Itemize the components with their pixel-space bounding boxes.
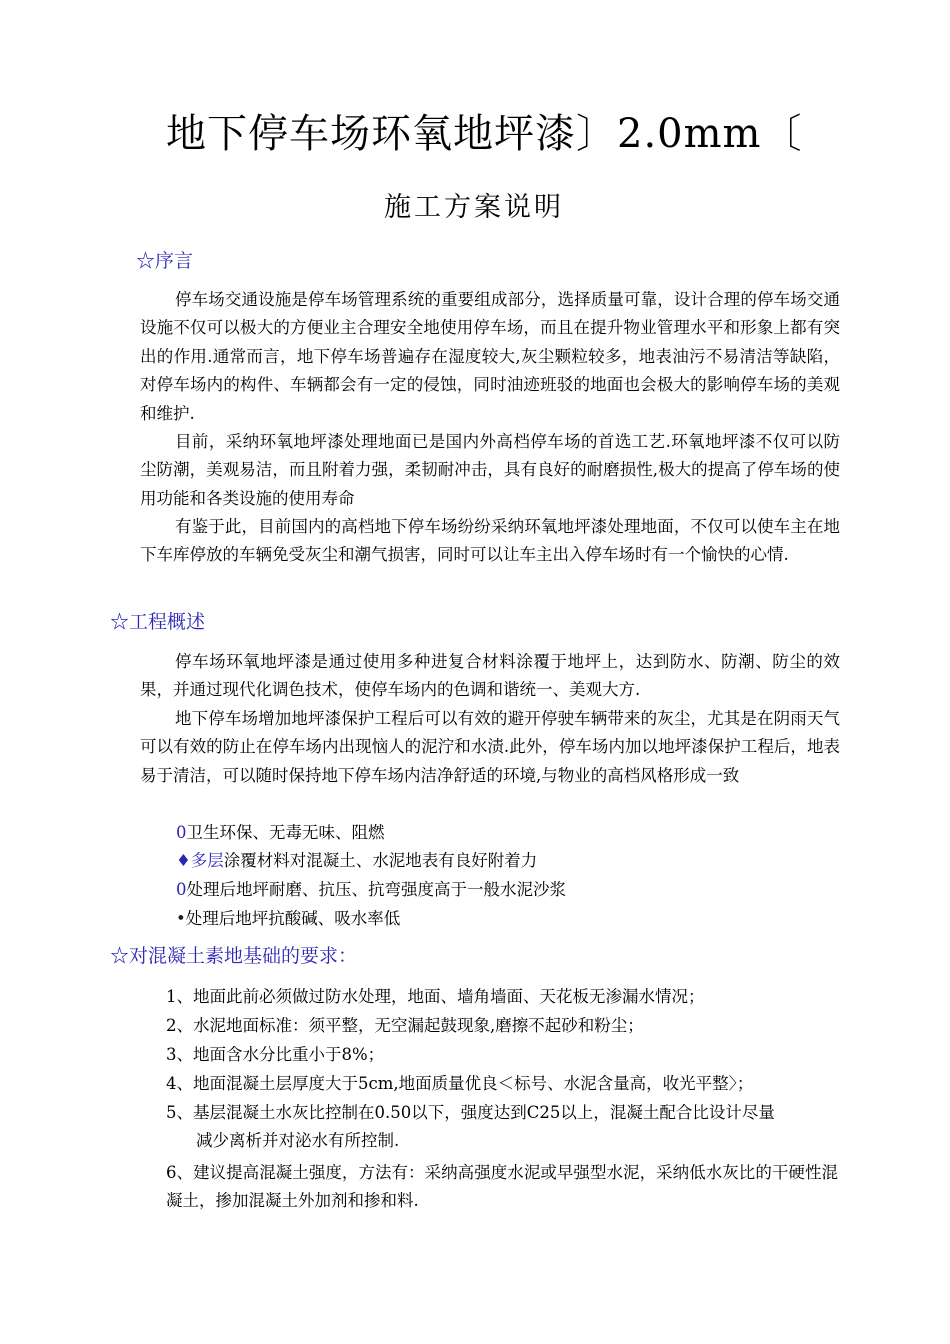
- requirement-text: 1、地面此前必须做过防水处理，地面、墙角墙面、天花板无渗漏水情况；: [166, 987, 705, 1006]
- requirement-item: [166, 1159, 838, 1216]
- overview-paragraph-1: 停车场环氧地坪漆是通过使用多种进复合材料涂覆于地坪上，达到防水、防潮、防尘的效果，并通过现代化调色技术，使停车场内的色调和谐统一、美观大方.: [140, 652, 840, 700]
- bullet-text: 卫生环保、无毒无味、阻燃: [186, 823, 385, 842]
- requirement-item: [166, 1099, 838, 1156]
- bullet-text: 处理后地坪抗酸碱、吸水率低: [185, 909, 401, 928]
- requirement-text: 5、基层混凝土水灰比控制在0.50以下，强度达到C25以上，混凝土配合比设计尽量: [166, 1103, 775, 1122]
- preface-paragraph-3: 有鉴于此，目前国内的高档地下停车场纷纷采纳环氧地坪漆处理地面，不仅可以使车主在地下车库停放的车辆免受灰尘和潮气损害，同时可以让车主出入停车场时有一个愉快的心情.: [140, 517, 840, 565]
- requirement-item: [166, 1041, 838, 1069]
- overview-bullet: [176, 819, 385, 847]
- bullet-marker: •: [176, 909, 186, 928]
- requirement-text: 6、建议提高混凝土强度，方法有：采纳高强度水泥或早强型水泥，采纳低水灰比的干硬性混凝土，掺加混凝土外加剂和掺和料.: [166, 1163, 838, 1211]
- requirement-item: [166, 1012, 838, 1040]
- document-title: 地下停车场环氧地坪漆〕2.0mm〔: [166, 111, 803, 157]
- overview-bullet: [176, 876, 566, 904]
- preface-paragraph-1: 停车场交通设施是停车场管理系统的重要组成部分，选择质量可靠，设计合理的停车场交通设施不仅可以极大的方便业主合理安全地使用停车场，而且在提升物业管理水平和形象上都有突出的作用.通常而言，地下停车场普遍存在湿度较大,灰尘颗粒较多，地表油污不易清洁等缺陷，对停车场内的构件、车辆都会有一定的侵蚀，同时油迹班驳的地面也会极大的影响停车场的美观和维护.: [140, 290, 840, 423]
- bullet-marker: ♦多层: [176, 851, 224, 870]
- requirement-text: 2、水泥地面标准：须平整，无空漏起鼓现象,磨擦不起砂和粉尘；: [166, 1016, 644, 1035]
- section-heading-preface: ☆序言: [136, 250, 194, 272]
- section-heading-requirements: ☆对混凝土素地基础的要求：: [110, 945, 358, 967]
- bullet-marker: 0: [176, 823, 187, 842]
- requirement-text: 4、地面混凝土层厚度大于5cm,地面质量优良＜标号、水泥含量高，收光平整〉；: [166, 1074, 754, 1093]
- bullet-text: 涂覆材料对混凝土、水泥地表有良好附着力: [223, 851, 538, 870]
- section-heading-overview: ☆工程概述: [110, 611, 206, 633]
- requirement-item: [166, 1070, 838, 1098]
- bullet-text: 处理后地坪耐磨、抗压、抗弯强度高于一般水泥沙浆: [186, 880, 566, 899]
- overview-bullet: [176, 905, 400, 933]
- requirement-text: 3、地面含水分比重小于8%；: [166, 1045, 385, 1064]
- overview-paragraph-2: 地下停车场增加地坪漆保护工程后可以有效的避开停驶车辆带来的灰尘，尤其是在阴雨天气可以有效的防止在停车场内出现恼人的泥泞和水渍.此外，停车场内加以地坪漆保护工程后，地表易于清洁，可以随时保持地下停车场内洁净舒适的环境,与物业的高档风格形成一致: [140, 709, 840, 785]
- requirement-item: [166, 983, 838, 1011]
- bullet-marker: 0: [176, 880, 187, 899]
- document-subtitle: 施工方案说明: [384, 192, 564, 223]
- preface-paragraph-2: 目前，采纳环氧地坪漆处理地面已是国内外高档停车场的首选工艺.环氧地坪漆不仅可以防尘防潮，美观易洁，而且附着力强，柔韧耐冲击，具有良好的耐磨损性,极大的提高了停车场的使用功能和各类设施的使用寿命: [140, 432, 840, 508]
- overview-bullet: [176, 847, 537, 875]
- requirement-continuation: 减少离析并对泌水有所控制.: [196, 1131, 400, 1151]
